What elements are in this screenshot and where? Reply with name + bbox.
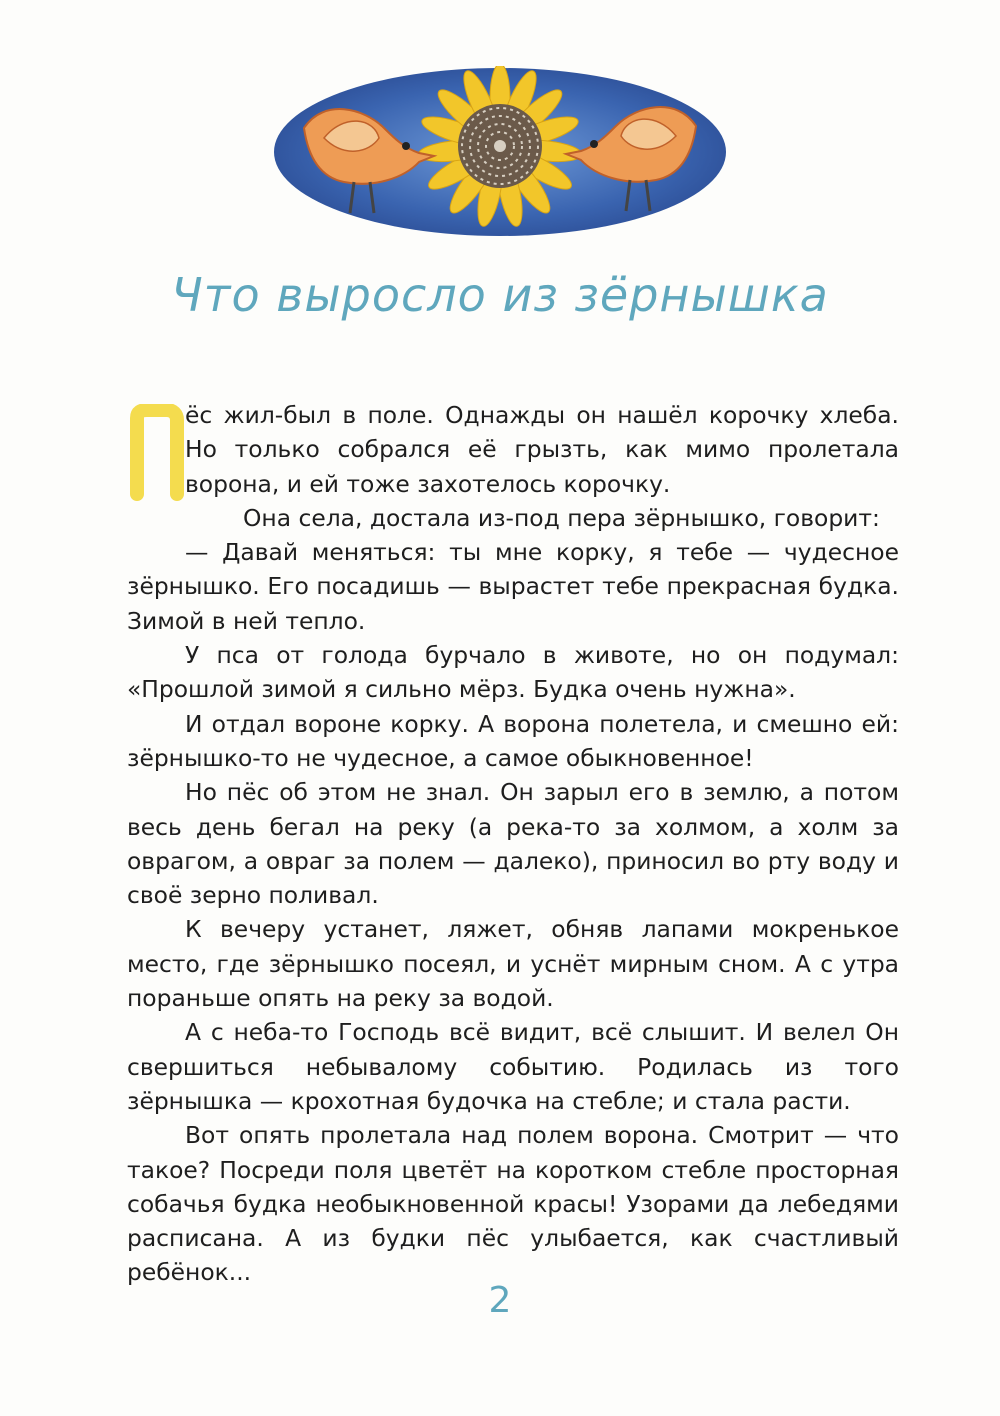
paragraph-3: — Давай меняться: ты мне корку, я тебе — чудесное зёрнышко. Его посадишь — вырастет тебе прекрасная будка. Зимой в ней тепло. xyxy=(127,538,899,635)
paragraph-5: И отдал вороне корку. А ворона полетела, и смешно ей: зёрнышко-то не чудесное, а самое обыкновенное! xyxy=(127,709,899,772)
page-number: 2 xyxy=(488,1280,512,1321)
paragraph-1 xyxy=(127,398,899,501)
sunflower-birds-illustration xyxy=(272,66,728,238)
paragraph-6: Но пёс об этом не знал. Он зарыл его в землю, а потом весь день бегал на реку (а река-то за холмом, а холм за оврагом, а овраг за полем — далеко), приносил во рту воду и своё зерно поливал. xyxy=(127,778,899,910)
paragraph-1-text: ёс жил-был в поле. Однажды он нашёл корочку хлеба. Но только собрался её грызть, как мимо пролетала ворона, и ей тоже захотелось корочку. xyxy=(185,401,899,498)
paragraph-9: Вот опять пролетала над полем ворона. Смотрит — что такое? Посреди поля цветёт на коротком стебле просторная собачья будка необыкновенной красы! Узорами да лебедями расписана. А из будки пёс улыбается, как счастливый ребёнок... xyxy=(127,1121,899,1287)
paragraph-4: У пса от голода бурчало в животе, но он подумал: «Прошлой зимой я сильно мёрз. Будка очень нужна». xyxy=(127,641,899,704)
story-title: Что выросло из зёрнышка xyxy=(171,268,829,322)
paragraph-8: А с неба-то Господь всё видит, всё слышит. И велел Он свершиться небывалому событию. Родилась из того зёрнышка — крохотная будочка на стебле; и стала расти. xyxy=(127,1018,899,1115)
paragraph-2: Она села, достала из-под пера зёрнышко, говорит: xyxy=(243,503,880,532)
story-text xyxy=(127,398,899,1290)
paragraph-7: К вечеру устанет, ляжет, обняв лапами мокренькое место, где зёрнышко посеял, и уснёт мирным сном. А с утра пораньше опять на реку за водой. xyxy=(127,915,899,1013)
drop-cap-letter-shape xyxy=(127,404,185,502)
drop-cap xyxy=(127,404,185,502)
